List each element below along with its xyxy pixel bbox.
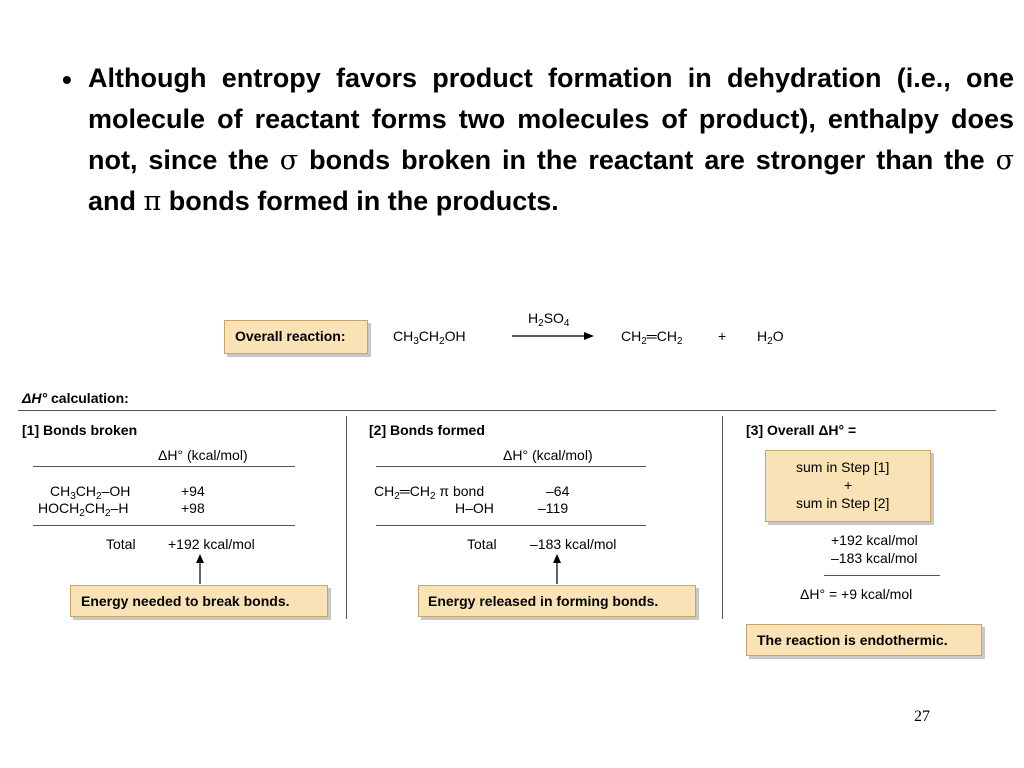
step1-header-rule (33, 466, 295, 467)
reaction-reactant: $CH_3CH_2OH$ (393, 328, 466, 347)
reaction-catalyst: $H_2SO_4$ (528, 310, 570, 329)
step1-total-label: Total (106, 536, 136, 552)
step3-sum-line2: sum in Step [2] (796, 495, 890, 511)
step3-sum-rule (824, 575, 940, 576)
step1-row2-bond: $HOCH_2CH_2-H$ (38, 500, 129, 519)
reaction-plus: + (718, 328, 727, 344)
step2-title: [2] Bonds formed (369, 422, 485, 438)
step3-note-box (746, 624, 982, 656)
overall-reaction-label: Overall reaction: (235, 328, 346, 344)
calc-heading-rule (18, 410, 996, 411)
bullet-text: Although entropy favors product formation in dehydration (i.e., one molecule of reactant forms two molecules of product), enthalpy does not, since the σ bonds broken in the reactant are stronger than the σ and π bonds formed in the products. (88, 63, 1014, 217)
step1-note-box (70, 585, 328, 617)
step2-row2-bond: H–OH (455, 500, 494, 516)
bullet-marker: • (62, 64, 72, 95)
step2-col-header: ΔH° (kcal/mol) (503, 447, 593, 463)
step3-sum-line1: sum in Step [1] (796, 459, 890, 475)
step3-result: ΔH° = +9 kcal/mol (800, 586, 913, 602)
step3-note: The reaction is endothermic. (757, 632, 948, 648)
step3-value1: +192 kcal/mol (831, 532, 918, 548)
step1-row1-value: +94 (181, 483, 205, 499)
page-number: 27 (914, 708, 930, 725)
step2-row1-value: –64 (546, 483, 570, 499)
step2-arrow (551, 554, 563, 584)
column-divider-1 (346, 416, 347, 619)
step2-total-value: –183 kcal/mol (530, 536, 617, 552)
step2-total-label: Total (467, 536, 497, 552)
step3-value2: –183 kcal/mol (831, 550, 918, 566)
step1-total-value: +192 kcal/mol (168, 536, 255, 552)
step1-note: Energy needed to break bonds. (81, 593, 290, 609)
calc-heading: ΔH° calculation: (22, 390, 129, 406)
reaction-product-ethylene: $CH_2═CH_2$ (621, 328, 683, 347)
overall-reaction-label-box (224, 320, 368, 354)
step1-row2-value: +98 (181, 500, 205, 516)
step2-row2-value: –119 (538, 500, 569, 516)
step1-col-header: ΔH° (kcal/mol) (158, 447, 248, 463)
reaction-product-water: $H_2O$ (757, 328, 784, 347)
step2-row1-bond: $CH_2═CH_2$ π bond (374, 483, 485, 502)
column-divider-2 (722, 416, 723, 619)
bullet-paragraph (62, 58, 1014, 222)
step3-sum-box (765, 450, 931, 522)
step2-total-rule (376, 525, 646, 526)
step1-title: [1] Bonds broken (22, 422, 138, 438)
step2-header-rule (376, 466, 646, 467)
step1-arrow (194, 554, 206, 584)
step2-note: Energy released in forming bonds. (428, 593, 659, 609)
reaction-arrow (512, 330, 594, 342)
step3-sum-plus: + (844, 477, 853, 493)
step1-row1-bond: $CH_3CH_2-OH$ (50, 483, 131, 502)
step2-note-box (418, 585, 696, 617)
step3-title: [3] Overall ΔH° = (746, 422, 857, 438)
step1-total-rule (33, 525, 295, 526)
